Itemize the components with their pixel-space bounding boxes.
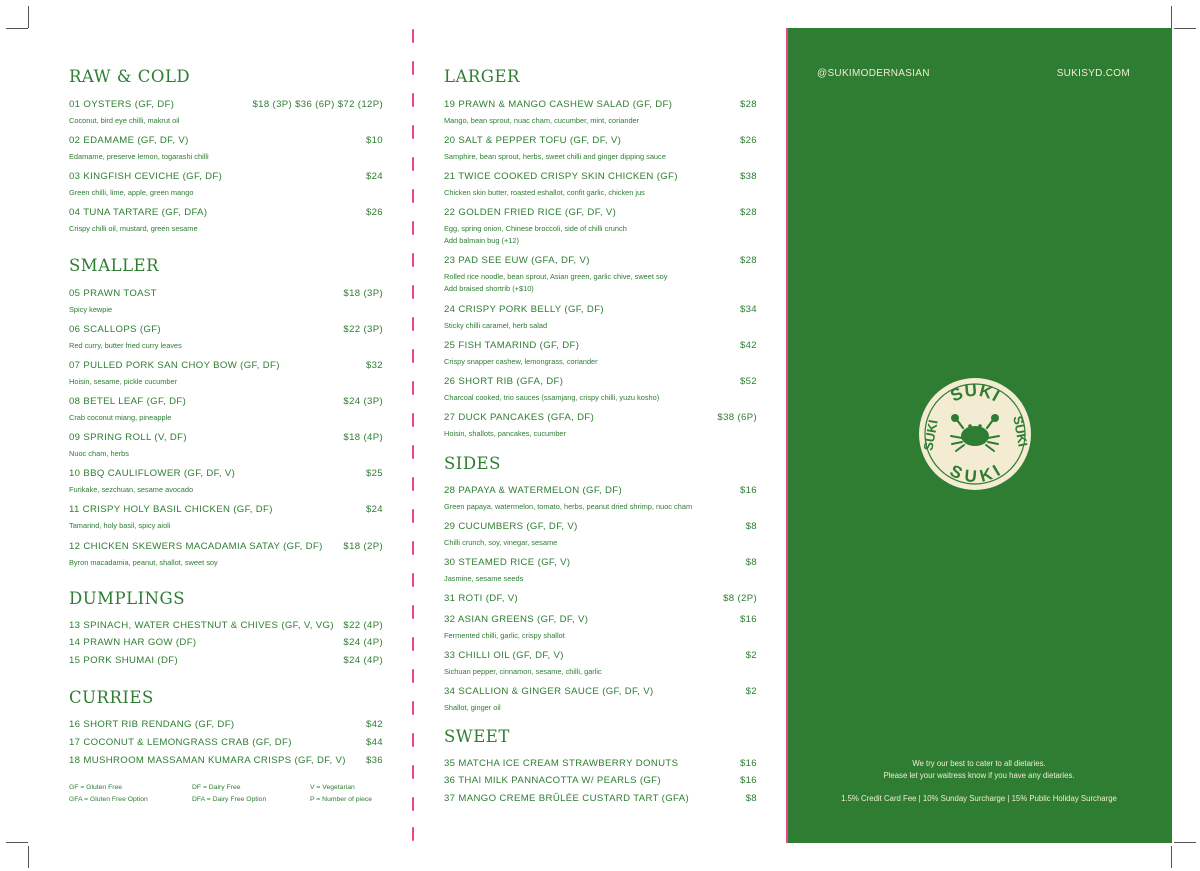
item-price: $8 bbox=[745, 557, 757, 568]
item-name: 35 MATCHA ICE CREAM STRAWBERRY DONUTS bbox=[444, 758, 679, 769]
item-name: 26 SHORT RIB (GFA, DF) bbox=[444, 376, 564, 387]
menu-item bbox=[69, 755, 383, 766]
item-price: $16 bbox=[739, 485, 757, 496]
menu-item bbox=[444, 557, 757, 585]
crab-icon bbox=[917, 376, 1033, 492]
item-description: Edamame, preserve lemon, togarashi chilli bbox=[69, 152, 209, 161]
menu-item bbox=[69, 207, 383, 235]
crop-mark bbox=[1171, 6, 1172, 28]
menu-item bbox=[69, 432, 383, 460]
menu-item bbox=[69, 468, 383, 496]
item-description: Green chilli, lime, apple, green mango bbox=[69, 188, 194, 197]
crop-mark bbox=[28, 6, 29, 28]
section-title-curries: CURRIES bbox=[69, 688, 154, 707]
dietary-note: We try our best to cater to all dietaries. bbox=[912, 759, 1046, 768]
legend-gf: GF = Gluten Free bbox=[69, 784, 123, 791]
item-price: $24 bbox=[365, 504, 383, 515]
menu-item bbox=[444, 775, 757, 786]
item-name: 23 PAD SEE EUW (GFA, DF, V) bbox=[444, 255, 590, 266]
item-name: 24 CRISPY PORK BELLY (GF, DF) bbox=[444, 304, 604, 315]
menu-item bbox=[69, 288, 383, 316]
menu-item bbox=[444, 758, 757, 769]
item-price: $28 bbox=[739, 207, 757, 218]
menu-item bbox=[444, 686, 757, 714]
menu-item bbox=[69, 541, 383, 569]
item-price: $8 bbox=[745, 793, 757, 804]
item-description: Crispy chilli oil, mustard, green sesame bbox=[69, 224, 198, 233]
crop-mark bbox=[6, 842, 28, 843]
item-description: Samphire, bean sprout, herbs, sweet chilli and ginger dipping sauce bbox=[444, 152, 666, 161]
menu-item bbox=[444, 485, 757, 513]
item-name: 09 SPRING ROLL (V, DF) bbox=[69, 432, 187, 443]
item-name: 16 SHORT RIB RENDANG (GF, DF) bbox=[69, 719, 235, 730]
item-name: 33 CHILLI OIL (GF, DF, V) bbox=[444, 650, 564, 661]
item-name: 19 PRAWN & MANGO CASHEW SALAD (GF, DF) bbox=[444, 99, 673, 110]
crop-mark bbox=[6, 28, 28, 29]
item-price: $22 (4P) bbox=[343, 620, 383, 631]
item-price: $25 bbox=[365, 468, 383, 479]
menu-item bbox=[444, 304, 757, 332]
item-price: $2 bbox=[745, 686, 757, 697]
item-price: $34 bbox=[739, 304, 757, 315]
crop-mark bbox=[28, 846, 29, 868]
item-name: 01 OYSTERS (GF, DF) bbox=[69, 99, 175, 110]
item-description: Chilli crunch, soy, vinegar, sesame bbox=[444, 538, 558, 547]
item-description: Furikake, sezchuan, sesame avocado bbox=[69, 485, 194, 494]
item-price: $24 bbox=[365, 171, 383, 182]
section-title-sweet: SWEET bbox=[444, 727, 510, 746]
legend-v: V = Vegetarian bbox=[310, 784, 355, 791]
item-name: 06 SCALLOPS (GF) bbox=[69, 324, 161, 335]
item-price: $52 bbox=[739, 376, 757, 387]
item-description: Tamarind, holy basil, spicy aioli bbox=[69, 521, 171, 530]
menu-item bbox=[69, 396, 383, 424]
menu-item bbox=[444, 99, 757, 127]
item-description: Fermented chilli, garlic, crispy shallot bbox=[444, 631, 565, 640]
item-description-addon: Add braised shortrib (+$10) bbox=[444, 284, 534, 293]
item-price: $18 (3P) bbox=[343, 288, 383, 299]
item-name: 21 TWICE COOKED CRISPY SKIN CHICKEN (GF) bbox=[444, 171, 678, 182]
section-title-smaller: SMALLER bbox=[69, 256, 159, 275]
item-price: $10 bbox=[365, 135, 383, 146]
item-description: Chicken skin butter, roasted eshallot, confit garlic, chicken jus bbox=[444, 188, 645, 197]
item-description: Jasmine, sesame seeds bbox=[444, 574, 524, 583]
item-description: Coconut, bird eye chilli, makrut oil bbox=[69, 116, 180, 125]
item-description: Mango, bean sprout, nuac cham, cucumber, mint, coriander bbox=[444, 116, 640, 125]
website-link[interactable]: SUKISYD.COM bbox=[1056, 68, 1130, 79]
section-title-sides: SIDES bbox=[444, 454, 501, 473]
menu-item bbox=[444, 340, 757, 368]
menu-item bbox=[444, 207, 757, 247]
item-name: 18 MUSHROOM MASSAMAN KUMARA CRISPS (GF, DF, V) bbox=[69, 755, 346, 766]
item-description: Hoisin, shallots, pancakes, cucumber bbox=[444, 429, 567, 438]
item-price: $16 bbox=[739, 775, 757, 786]
item-price: $8 (2P) bbox=[723, 593, 757, 604]
item-name: 12 CHICKEN SKEWERS MACADAMIA SATAY (GF, DF) bbox=[69, 541, 323, 552]
item-price: $44 bbox=[365, 737, 383, 748]
menu-item bbox=[444, 255, 757, 295]
item-description: Hoisin, sesame, pickle cucumber bbox=[69, 377, 178, 386]
item-description: Crab coconut miang, pineapple bbox=[69, 413, 172, 422]
item-price: $8 bbox=[745, 521, 757, 532]
section-title-dumplings: DUMPLINGS bbox=[69, 589, 186, 608]
item-name: 13 SPINACH, WATER CHESTNUT & CHIVES (GF, V, VG) bbox=[69, 620, 334, 631]
item-name: 04 TUNA TARTARE (GF, DFA) bbox=[69, 207, 208, 218]
menu-item bbox=[444, 793, 757, 804]
dietary-note: Please let your waitress know if you have any dietaries. bbox=[883, 771, 1075, 780]
item-description: Nuoc cham, herbs bbox=[69, 449, 129, 458]
item-price: $42 bbox=[365, 719, 383, 730]
item-name: 27 DUCK PANCAKES (GFA, DF) bbox=[444, 412, 595, 423]
item-name: 37 MANGO CREME BRÛLÉE CUSTARD TART (GFA) bbox=[444, 793, 689, 804]
item-name: 32 ASIAN GREENS (GF, DF, V) bbox=[444, 614, 589, 625]
menu-item bbox=[444, 593, 757, 604]
menu-item bbox=[69, 637, 383, 648]
legend-p: P = Number of piece bbox=[310, 796, 373, 803]
item-price: $22 (3P) bbox=[343, 324, 383, 335]
item-price: $26 bbox=[365, 207, 383, 218]
menu-item bbox=[444, 614, 757, 642]
logo-word-right: SUKI bbox=[1010, 414, 1031, 448]
item-price: $42 bbox=[739, 340, 757, 351]
menu-item bbox=[69, 504, 383, 532]
panel-edge-accent bbox=[786, 28, 788, 843]
section-title-raw-cold: RAW & COLD bbox=[69, 67, 191, 86]
item-name: 22 GOLDEN FRIED RICE (GF, DF, V) bbox=[444, 207, 617, 218]
item-description: Sichuan pepper, cinnamon, sesame, chilli, garlic bbox=[444, 667, 602, 676]
menu-item bbox=[444, 171, 757, 199]
item-price: $18 (2P) bbox=[343, 541, 383, 552]
menu-item bbox=[444, 521, 757, 549]
item-description: Red curry, butter fried curry leaves bbox=[69, 341, 182, 350]
item-description: Charcoal cooked, trio sauces (ssamjang, crispy chilli, yuzu kosho) bbox=[444, 393, 660, 402]
item-description: Green papaya, watermelon, tomato, herbs, peanut dried shrimp, nuoc cham bbox=[444, 502, 693, 511]
item-price: $38 (6P) bbox=[717, 412, 757, 423]
menu-item bbox=[69, 99, 383, 127]
item-description: Sticky chilli caramel, herb salad bbox=[444, 321, 548, 330]
item-price: $26 bbox=[739, 135, 757, 146]
item-price: $28 bbox=[739, 255, 757, 266]
legend-df: DF = Dairy Free bbox=[192, 784, 241, 791]
item-name: 34 SCALLION & GINGER SAUCE (GF, DF, V) bbox=[444, 686, 654, 697]
menu-item bbox=[69, 135, 383, 163]
crop-mark bbox=[1171, 846, 1172, 868]
item-name: 28 PAPAYA & WATERMELON (GF, DF) bbox=[444, 485, 623, 496]
menu-item bbox=[69, 655, 383, 666]
item-name: 20 SALT & PEPPER TOFU (GF, DF, V) bbox=[444, 135, 622, 146]
item-name: 17 COCONUT & LEMONGRASS CRAB (GF, DF) bbox=[69, 737, 292, 748]
menu-item bbox=[69, 360, 383, 388]
item-price: $36 bbox=[365, 755, 383, 766]
item-price: $18 (4P) bbox=[343, 432, 383, 443]
menu-item bbox=[444, 412, 757, 440]
item-description: Spicy kewpie bbox=[69, 305, 113, 314]
logo-word-left: SUKI bbox=[920, 418, 941, 452]
item-name: 10 BBQ CAULIFLOWER (GF, DF, V) bbox=[69, 468, 236, 479]
menu-item bbox=[69, 719, 383, 730]
item-price: $28 bbox=[739, 99, 757, 110]
menu-item bbox=[444, 650, 757, 678]
item-name: 08 BETEL LEAF (GF, DF) bbox=[69, 396, 187, 407]
section-title-larger: LARGER bbox=[444, 67, 520, 86]
item-name: 15 PORK SHUMAI (DF) bbox=[69, 655, 178, 666]
legend-gfa: GFA = Gluten Free Option bbox=[69, 796, 148, 803]
surcharge-note: 1.5% Credit Card Fee | 10% Sunday Surcharge | 15% Public Holiday Surcharge bbox=[841, 794, 1117, 803]
instagram-handle: @SUKIMODERNASIAN bbox=[817, 68, 930, 79]
item-description-addon: Add balmain bug (+12) bbox=[444, 236, 519, 245]
item-price: $24 (4P) bbox=[343, 637, 383, 648]
menu-item bbox=[69, 324, 383, 352]
item-price: $16 bbox=[739, 758, 757, 769]
item-name: 31 ROTI (DF, V) bbox=[444, 593, 519, 604]
item-name: 11 CRISPY HOLY BASIL CHICKEN (GF, DF) bbox=[69, 504, 273, 515]
item-price: $32 bbox=[365, 360, 383, 371]
item-description: Byron macadamia, peanut, shallot, sweet soy bbox=[69, 558, 218, 567]
menu-item bbox=[444, 135, 757, 163]
logo-word-bottom: SUKI bbox=[946, 460, 1005, 487]
crop-mark bbox=[1174, 28, 1196, 29]
item-name: 07 PULLED PORK SAN CHOY BOW (GF, DF) bbox=[69, 360, 280, 371]
item-price: $2 bbox=[745, 650, 757, 661]
legend-dfa: DFA = Dairy Free Option bbox=[192, 796, 267, 803]
menu-item bbox=[69, 171, 383, 199]
item-price: $18 (3P) $36 (6P) $72 (12P) bbox=[252, 99, 383, 110]
item-price: $16 bbox=[739, 614, 757, 625]
item-name: 25 FISH TAMARIND (GF, DF) bbox=[444, 340, 580, 351]
item-price: $24 (4P) bbox=[343, 655, 383, 666]
item-price: $38 bbox=[739, 171, 757, 182]
item-name: 05 PRAWN TOAST bbox=[69, 288, 157, 299]
item-name: 02 EDAMAME (GF, DF, V) bbox=[69, 135, 189, 146]
item-description: Crispy snapper cashew, lemongrass, coriander bbox=[444, 357, 598, 366]
crop-mark bbox=[1174, 842, 1196, 843]
item-name: 03 KINGFISH CEVICHE (GF, DF) bbox=[69, 171, 223, 182]
suki-logo bbox=[917, 376, 1033, 492]
item-name: 14 PRAWN HAR GOW (DF) bbox=[69, 637, 197, 648]
item-name: 29 CUCUMBERS (GF, DF, V) bbox=[444, 521, 578, 532]
item-description: Egg, spring onion, Chinese broccoli, side of chilli crunch bbox=[444, 224, 627, 233]
menu-item bbox=[69, 620, 383, 631]
menu-item bbox=[444, 376, 757, 404]
item-description: Rolled rice noodle, bean sprout, Asian green, garlic chive, sweet soy bbox=[444, 272, 668, 281]
menu-item bbox=[69, 737, 383, 748]
brand-panel bbox=[786, 28, 1172, 843]
logo-word-top: SUKI bbox=[947, 380, 1004, 406]
item-name: 36 THAI MILK PANNACOTTA W/ PEARLS (GF) bbox=[444, 775, 661, 786]
item-price: $24 (3P) bbox=[343, 396, 383, 407]
item-name: 30 STEAMED RICE (GF, V) bbox=[444, 557, 571, 568]
item-description: Shallot, ginger oil bbox=[444, 703, 501, 712]
